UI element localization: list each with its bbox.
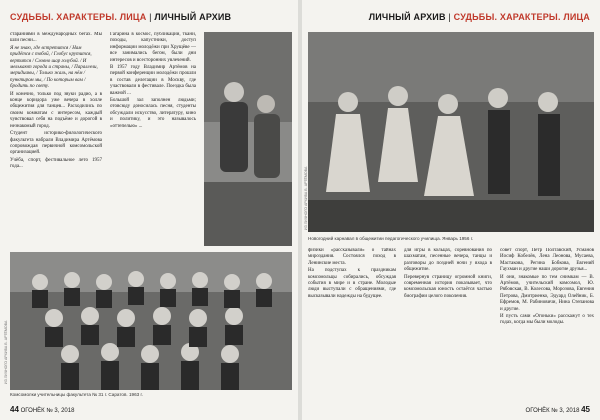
left-top-photo <box>204 32 292 246</box>
paragraph: И пусть сами «Огоньки» расскажут о тех годах, когда мы были молоды. <box>500 314 594 326</box>
left-page-header <box>10 12 288 24</box>
section-subtitle: ЛИЧНЫЙ АРХИВ <box>154 12 232 22</box>
paragraph: Большой зал заполнен людьми; отовсюду доносилась песня, студенты обсуждали искусство, литературу, кино и политику, и это называлось «оттепелью» ... <box>110 98 196 129</box>
photo-image <box>204 32 292 246</box>
article-column-1 <box>10 32 102 246</box>
article-column-2 <box>404 248 492 394</box>
paragraph: Гагарина в космос, публикации, ткани, походы, капустники, доступ информации молодёжи при Хрущёве — все занимались бегом, были дни интересов и всесторонних увлечений. <box>110 32 196 63</box>
left-page-footer <box>10 405 74 414</box>
magazine-issue: ОГОНЁК № 3, 2018 <box>20 408 75 414</box>
paragraph: В 1957 году Владимир Артёмов на первой конференции молодёжи прошли в состав делегации в Москву, где участвовали в фестивале. Поездка была важной ... <box>110 65 196 96</box>
page-number: 45 <box>581 405 590 414</box>
left-group-photo <box>10 252 292 390</box>
paragraph: стараниями в международных бегах. Мы шли песни... <box>10 32 102 44</box>
section-title: СУДЬБЫ. ХАРАКТЕРЫ. ЛИЦА <box>453 12 590 22</box>
article-column-3 <box>500 248 594 394</box>
article-column-2 <box>110 32 196 246</box>
photo-caption: Новогодний карнавал в общежитии педагогического училища. Январь 1956 г. <box>308 236 474 241</box>
section-separator: | <box>146 12 155 22</box>
left-page <box>0 0 298 420</box>
paragraph: для игры в кольцах, соревнования по шахматам, песенные вечера, танцы и разговоры до поздней ночи у входа в общежитие. <box>404 248 492 273</box>
magazine-issue: ОГОНЁК № 3, 2018 <box>525 408 580 414</box>
article-column-1 <box>308 248 396 394</box>
photo-credit: ИЗ ЛИЧНОГО АРХИВА В. АРТЁМОВА <box>4 320 8 384</box>
photo-credit: ИЗ ЛИЧНОГО АРХИВА В. АРТЁМОВА <box>304 166 308 230</box>
section-title: СУДЬБЫ. ХАРАКТЕРЫ. ЛИЦА <box>10 12 147 22</box>
poem-quote: Я не знаю, где встретится / Нам придётся с тобой, / Глобус крутится, вертится / Словно шар голубой. / И мелькают города и страны, / Параллели, меридианы, / Только жаль, на нём / пунктиром мы, / По которым вам / бродить по свету. <box>10 45 98 90</box>
group-photo-image <box>10 252 292 390</box>
photo-image <box>308 32 594 232</box>
section-separator: | <box>445 12 454 22</box>
section-subtitle: ЛИЧНЫЙ АРХИВ <box>368 12 446 22</box>
paragraph: физики «рассказывали» о тайнах мироздания. Состоялся поход в Ленинские места. <box>308 248 396 266</box>
paragraph: совет спорт, Пётр Полтавский, Усманов Иосиф Кобелёв, Лена Леонова, Мусаева, Мастакова, Регина Бобкова, Евгений Гаухман и другие наши дорогие друзья... <box>500 248 594 273</box>
paragraph: Учёба, спорт, фестивальное лето 1957 года... <box>10 157 102 170</box>
right-page-header <box>312 12 590 24</box>
paragraph: И они, знакомые по тем снимкам — В. Артёмов, учительский комсомол, Ю. Рябовская, В. Колесова, Морозова, Евгения Петрова, Дмитриенко, Эдуард Олейник, Б. Ефремов, М. Рабиновичи, Нина Степанова и другие. <box>500 274 594 312</box>
right-top-photo <box>308 32 594 232</box>
paragraph: Перевернув страницу огромной книги, современная история показывает, что комсомольская юность остаётся частью биографии целого поколения. <box>404 274 492 299</box>
right-page <box>302 0 600 420</box>
photo-caption: Комсомолки учительницы факультета № 31 г. Саратов. 1963 г. <box>10 392 143 397</box>
paragraph: На подступах к праздникам комсомольцы собирались, обсуждая события в мире и в стране. Молодые люди выступали с обращениями, где высказывали надежды на будущее. <box>308 268 396 299</box>
paragraph: И конечно, только под звуки радио, а в конце коридора уже вечера в холле общежития для танцев... Расходились по своим комнатам с интересом, каждый чувствовал себя на подъёме и дорогой в незнакомый город. <box>10 91 102 129</box>
paragraph: Студент историко-филологического факультета набрали Владимира Артёмова сопровождая первичной комсомольской организацией. <box>10 131 102 156</box>
page-number: 44 <box>10 405 19 414</box>
right-page-footer <box>526 405 590 414</box>
